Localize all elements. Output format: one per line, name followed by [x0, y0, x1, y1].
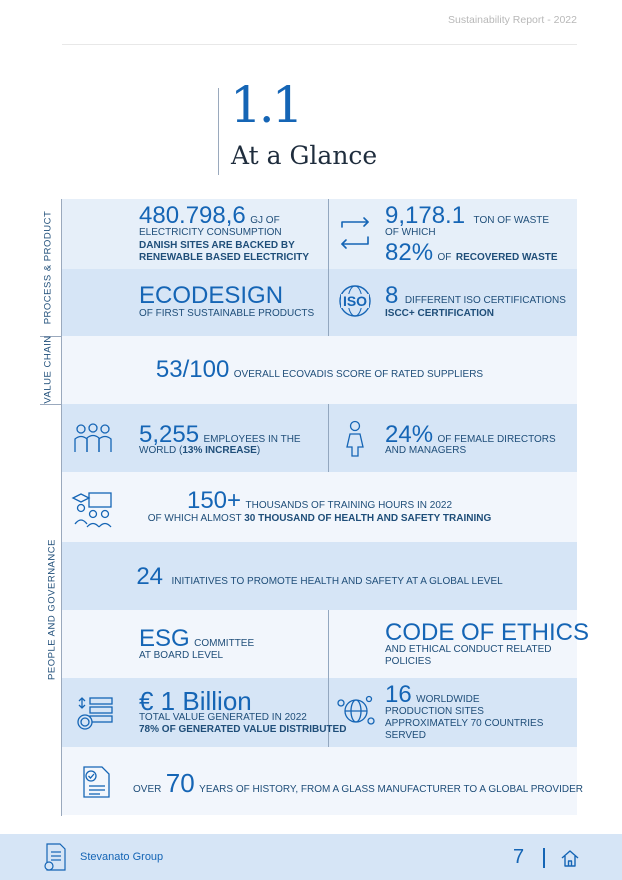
money-stack-icon	[76, 695, 116, 731]
title-divider	[218, 88, 219, 175]
billion-value: € 1 Billion	[139, 686, 252, 716]
esg-unit: COMMITTEE	[194, 638, 255, 649]
energy-unit: GJ OF	[250, 215, 280, 226]
waste-line1: OF WHICH	[385, 227, 436, 238]
side-label-process: PROCESS & PRODUCT	[42, 210, 54, 325]
employees-line1-c: )	[256, 445, 261, 456]
initiatives-value: 24	[136, 563, 164, 590]
waste-value: 9,178.1	[385, 202, 466, 229]
side-label-people: PEOPLE AND GOVERNANCE	[46, 539, 58, 680]
section-title: At a Glance	[231, 141, 378, 170]
training-line1	[62, 513, 577, 525]
column-divider	[328, 678, 329, 747]
training-unit: THOUSANDS OF TRAINING HOURS IN 2022	[245, 500, 453, 511]
ethics-line1: AND ETHICAL CONDUCT RELATED	[385, 644, 552, 655]
waste-stat	[385, 204, 549, 228]
iso-globe-icon	[337, 283, 373, 319]
energy-line1: ELECTRICITY CONSUMPTION	[139, 227, 282, 238]
recycle-arrows-icon	[336, 215, 374, 251]
billion-line1: TOTAL VALUE GENERATED IN 2022	[139, 712, 307, 723]
waste-recovered	[385, 241, 558, 265]
female-line1: AND MANAGERS	[385, 445, 467, 456]
column-divider	[328, 199, 329, 269]
training-stat	[62, 489, 577, 513]
energy-stat	[139, 204, 280, 228]
esg-stat	[139, 627, 254, 651]
employees-stat	[139, 423, 301, 447]
iso-badge-text: ISO	[342, 293, 368, 309]
employees-value: 5,255	[139, 421, 200, 448]
initiatives-stat	[62, 565, 577, 589]
sites-line3: SERVED	[385, 730, 426, 741]
ecovadis-value: 53/100	[155, 356, 230, 383]
people-group-icon	[72, 422, 114, 456]
header-divider	[62, 44, 577, 45]
side-separator	[40, 404, 61, 405]
column-divider	[328, 269, 329, 336]
sites-line1: PRODUCTION SITES	[385, 706, 484, 717]
company-name: Stevanato Group	[80, 851, 164, 863]
history-text: YEARS OF HISTORY, FROM A GLASS MANUFACTURER TO A GLOBAL PROVIDER	[199, 784, 583, 795]
iso-line1: ISCC+ CERTIFICATION	[385, 308, 494, 319]
training-line1-a: OF WHICH ALMOST	[147, 513, 242, 524]
female-value: 24%	[385, 421, 434, 448]
esg-line1: AT BOARD LEVEL	[139, 650, 224, 661]
initiatives-text: INITIATIVES TO PROMOTE HEALTH AND SAFETY AT A GLOBAL LEVEL	[171, 576, 503, 587]
ecovadis-stat	[62, 358, 577, 382]
sites-unit: WORLDWIDE	[416, 694, 480, 705]
ecodesign-value: ECODESIGN	[139, 282, 284, 309]
employees-increase: 13% INCREASE	[182, 445, 257, 456]
sites-value: 16	[385, 681, 412, 708]
history-pre: OVER	[133, 784, 162, 795]
esg-value: ESG	[139, 625, 190, 652]
section-number: 1.1	[230, 76, 301, 134]
sites-stat	[385, 683, 480, 707]
employees-unit: EMPLOYEES IN THE	[203, 434, 301, 445]
female-unit: OF FEMALE DIRECTORS	[437, 434, 556, 445]
certificate-document-icon	[78, 764, 114, 800]
ecovadis-text: OVERALL ECOVADIS SCORE OF RATED SUPPLIERS	[233, 369, 484, 380]
home-icon[interactable]	[560, 848, 580, 868]
ethics-line2: POLICIES	[385, 656, 432, 667]
billion-line2: 78% OF GENERATED VALUE DISTRIBUTED	[139, 724, 347, 735]
employees-line1-a: WORLD (	[139, 445, 183, 456]
training-line1-b: 30 THOUSAND OF HEALTH AND SAFETY TRAINING	[244, 513, 492, 524]
global-network-icon	[336, 694, 376, 728]
woman-icon	[344, 420, 366, 458]
energy-line2: DANISH SITES ARE BACKED BY	[139, 240, 295, 251]
energy-value: 480.798,6	[139, 202, 246, 229]
waste-unit: TON OF WASTE	[473, 215, 550, 226]
female-stat	[385, 423, 556, 447]
waste-recovered-of: OF	[437, 252, 452, 263]
side-label-value-chain: VALUE CHAIN	[42, 335, 54, 404]
page-number: 7	[513, 846, 525, 868]
iso-unit: DIFFERENT ISO CERTIFICATIONS	[404, 295, 566, 306]
iso-value: 8	[385, 282, 399, 309]
waste-recovered-value: 82%	[385, 239, 434, 266]
waste-recovered-text: RECOVERED WASTE	[455, 252, 558, 263]
report-header: Sustainability Report - 2022	[448, 14, 577, 26]
ecodesign-line1: OF FIRST SUSTAINABLE PRODUCTS	[139, 308, 315, 319]
history-value: 70	[165, 768, 195, 798]
iso-stat	[385, 284, 566, 308]
footer-divider	[543, 848, 545, 868]
history-stat	[133, 770, 583, 797]
ethics-value: CODE OF ETHICS	[385, 619, 590, 646]
company-document-icon	[42, 842, 68, 872]
column-divider	[328, 404, 329, 472]
employees-line1	[139, 445, 260, 457]
column-divider	[328, 610, 329, 678]
energy-line3: RENEWABLE BASED ELECTRICITY	[139, 252, 310, 263]
training-value: 150+	[186, 487, 242, 514]
sites-line2: APPROXIMATELY 70 COUNTRIES	[385, 718, 544, 729]
